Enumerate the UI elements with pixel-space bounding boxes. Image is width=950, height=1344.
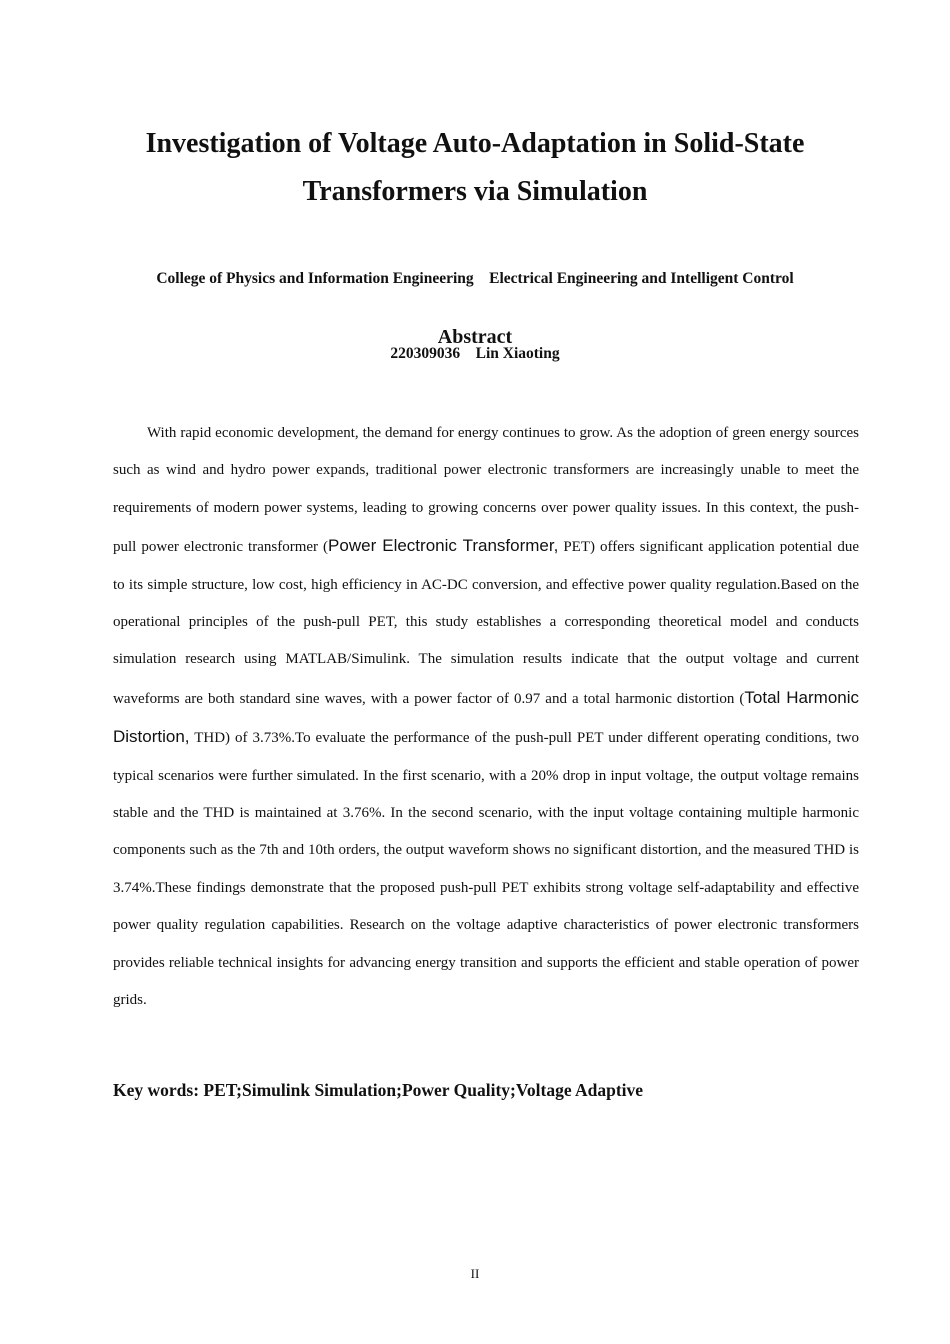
title-line-2: Transformers via Simulation xyxy=(302,176,648,207)
college: College of Physics and Information Engineering xyxy=(156,270,474,287)
keywords-label: Key words: xyxy=(113,1080,204,1100)
abstract-part-2: offers significant application potential due to its simple structure, low cost, high efficiency in AC-DC conversion, and effective power quality regulation.Based on the operational principles of the push-pull PET, this study establishes a corresponding theoretical model and conducts simulation research using MATLAB/Simulink. The simulation results indicate that the output voltage and current waveforms are both standard sine waves, with a power factor of 0.97 and a total harmonic distortion ( xyxy=(113,539,859,707)
abstract-part-1: With rapid economic development, the demand for energy continues to grow. As the adoption of green energy sources such as wind and hydro power expands, traditional power electronic transformers are increasingly unable to meet the requirements of modern power systems, leading to growing concerns over power quality issues. In this context, the push-pull power electronic transformer ( xyxy=(113,425,859,556)
affiliation-line xyxy=(60,266,890,291)
thd-abbreviation: THD) xyxy=(189,730,231,747)
thd-full-term: Total Harmonic Distortion, xyxy=(113,687,860,747)
abstract-heading: Abstract xyxy=(437,326,513,348)
abstract-part-3: of 3.73%.To evaluate the performance of the push-pull PET under different operating conditions, two typical scenarios were further simulated. In the first scenario, with a 20% drop in input voltage, the output voltage remains stable and the THD is maintained at 3.76%. In the second scenario, with the input voltage containing multiple harmonic components such as the 7th and 10th orders, the output waveform shows no significant distortion, and the measured THD is 3.74%.These findings demonstrate that the proposed push-pull PET exhibits strong voltage self-adaptability and effective power quality regulation capabilities. Research on the voltage adaptive characteristics of power electronic transformers provides reliable technical insights for advancing energy transition and supports the efficient and stable operation of power grids. xyxy=(113,730,859,1009)
abstract-body xyxy=(113,415,859,1020)
pet-full-term: Power Electronic Transformer, xyxy=(328,536,559,556)
page-number: II xyxy=(470,1266,480,1281)
author-name: Lin Xiaoting xyxy=(475,345,560,362)
keywords xyxy=(113,1080,643,1101)
keywords-text: PET;Simulink Simulation;Power Quality;Voltage Adaptive xyxy=(203,1080,644,1100)
title-line-1: Investigation of Voltage Auto-Adaptation in Solid-State xyxy=(145,128,805,159)
author-info xyxy=(60,216,890,391)
pet-abbreviation: PET) xyxy=(558,539,596,556)
student-id: 220309036 xyxy=(390,345,461,362)
major: Electrical Engineering and Intelligent Control xyxy=(489,270,794,287)
paper-title xyxy=(60,120,890,216)
